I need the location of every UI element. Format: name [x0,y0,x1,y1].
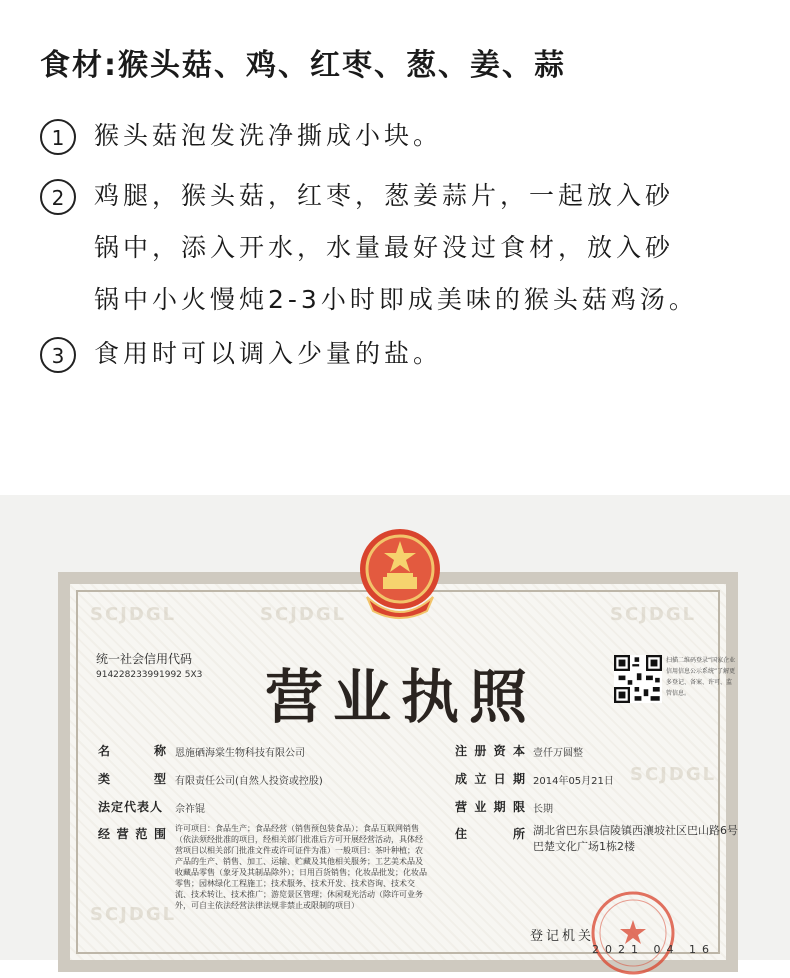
type-value: 有限责任公司(自然人投资或控股) [175,776,323,787]
step-2 [40,170,698,326]
capital-value: 壹仟万圆整 [533,748,583,759]
step-text: 锅中，添入开水，水量最好没过食材，放入砂 [94,233,675,262]
legal-rep-label: 法定代表人 [98,800,164,814]
address-value: 湖北省巴东县信陵镇西瀼坡社区巴山路6号巴楚文化广场1栋2楼 [533,824,738,853]
step-number: 1 [40,119,76,155]
term-label: 营 业 期 限 [455,800,525,814]
watermark: SCJDGL [260,604,347,625]
step-text: 食用时可以调入少量的盐。 [94,339,443,368]
step-text: 锅中小火慢炖2-3小时即成美味的猴头菇鸡汤。 [94,285,698,314]
established-label: 成 立 日 期 [455,772,525,786]
step-number: 2 [40,179,76,215]
legal-rep-value: 佘祚锟 [175,804,205,815]
watermark: SCJDGL [90,604,177,625]
qr-code-icon [614,655,662,703]
step-3 [40,328,442,380]
scope-label: 经 营 范 围 [98,827,166,841]
official-seal-icon [588,888,678,978]
qr-note: 扫描二维码登录“国家企业信用信息公示系统”了解更多登记、备案、许可、监管信息。 [666,657,736,697]
registration-date: 2021 04 16 [592,943,715,956]
type-label: 类 型 [98,772,166,786]
ingredients-heading: 食材:猴头菇、鸡、红枣、葱、姜、蒜 [40,48,566,83]
step-text: 鸡腿，猴头菇，红枣，葱姜蒜片，一起放入砂 [94,181,675,210]
license-title: 营业执照 [265,663,538,731]
watermark: SCJDGL [90,904,177,925]
registration-authority-label: 登记机关 [530,929,595,944]
name-value: 恩施硒海棠生物科技有限公司 [175,748,305,759]
watermark: SCJDGL [610,604,697,625]
established-value: 2014年05月21日 [533,776,614,787]
capital-label: 注 册 资 本 [455,744,525,758]
watermark: SCJDGL [630,764,717,785]
term-value: 长期 [533,804,553,815]
scope-value: 许可项目：食品生产；食品经营（销售预包装食品）；食品互联网销售（依法须经批准的项目，经相关部门批准后方可开展经营活动，具体经营项目以相关部门批准文件或许可证件为准）一般项目：茶叶种植；农产品的生产、销售、加工、运输、贮藏及其他相关服务；工艺美术品及收藏品零售（象牙及其制品除外）；日用百货销售；化妆品批发；化妆品零售；园林绿化工程施工；技术服务、技术开发、技术咨询、技术交流、技术转让、技术推广；游览景区管理；休闲观光活动（除许可业务外，可自主依法经营法律法规非禁止或限制的项目） [175,824,427,910]
credit-code-label: 统一社会信用代码 [96,652,193,666]
address-label: 住 所 [455,827,525,841]
step-text: 猴头菇泡发洗净撕成小块。 [94,121,443,150]
credit-code-value: 914228233991992 5X3 [96,670,203,680]
step-1 [40,110,442,162]
national-emblem-icon [357,527,443,623]
name-label: 名 称 [98,744,166,758]
recipe-section [0,0,790,470]
step-number: 3 [40,337,76,373]
